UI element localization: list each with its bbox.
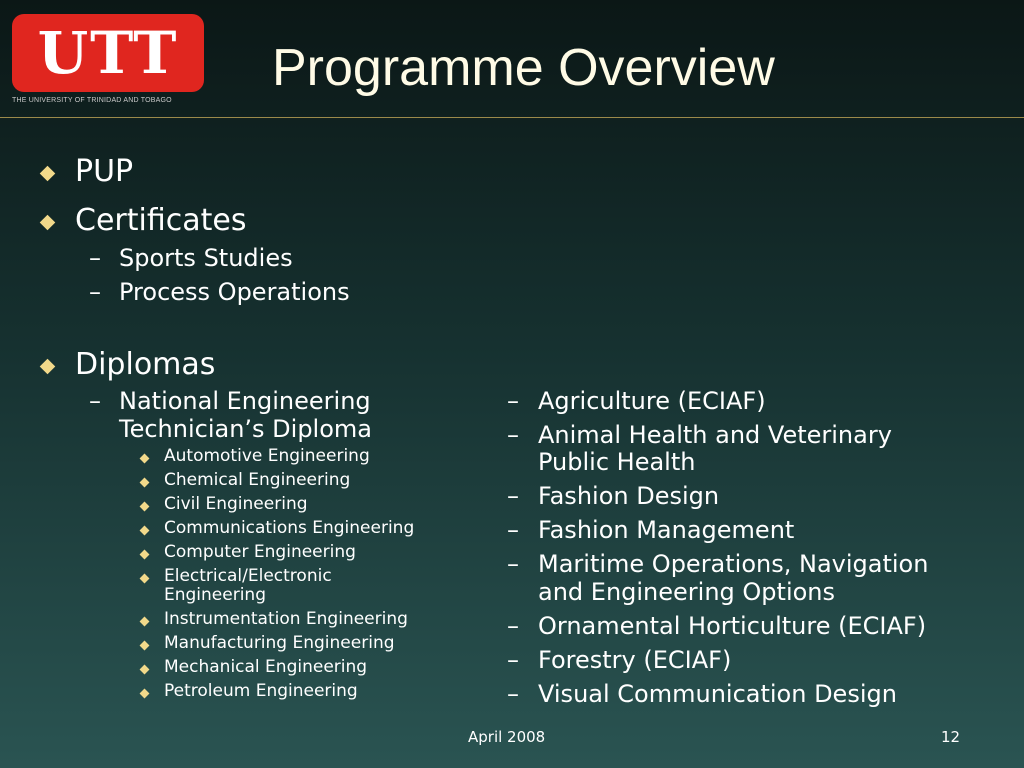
bullet-diplomas: Diplomas [75,347,216,382]
diamond-bullet-icon [40,166,56,182]
diamond-bullet-icon [140,454,150,464]
certificate-item: Sports Studies [119,244,293,272]
diamond-bullet-icon [40,215,56,231]
engineering-item: Computer Engineering [164,542,356,562]
diamond-bullet-icon [140,641,150,651]
engineering-item: Communications Engineering [164,518,415,538]
page-number: 12 [941,728,961,746]
diploma-item-continued: Public Health [538,448,696,476]
diploma-item: Forestry (ECIAF) [538,646,732,674]
dash-icon: – [89,244,101,272]
slide-title: Programme Overview [272,39,775,97]
diamond-bullet-icon [140,617,150,627]
diploma-item: Maritime Operations, Navigation [538,550,929,578]
engineering-item: Mechanical Engineering [164,657,368,677]
dash-icon: – [507,646,519,674]
title-divider [0,117,1024,118]
engineering-item: Instrumentation Engineering [164,609,408,629]
dash-icon: – [507,421,519,449]
diamond-bullet-icon [140,574,150,584]
engineering-item-continued: Engineering [164,585,266,605]
dash-icon: – [507,680,519,708]
engineering-item: Electrical/Electronic [164,566,332,586]
diamond-bullet-icon [140,526,150,536]
diploma-item-continued: and Engineering Options [538,578,836,606]
engineering-item: Automotive Engineering [164,446,370,466]
dash-icon: – [89,387,101,415]
certificate-item: Process Operations [119,278,350,306]
dash-icon: – [507,612,519,640]
engineering-item: Civil Engineering [164,494,308,514]
dash-icon: – [89,278,101,306]
dash-icon: – [507,550,519,578]
diamond-bullet-icon [40,359,56,375]
diploma-item: Fashion Management [538,516,795,544]
dash-icon: – [507,516,519,544]
diamond-bullet-icon [140,502,150,512]
diamond-bullet-icon [140,550,150,560]
footer-date: April 2008 [468,728,546,746]
diamond-bullet-icon [140,478,150,488]
engineering-item: Chemical Engineering [164,470,351,490]
logo-subtitle: THE UNIVERSITY OF TRINIDAD AND TOBAGO [12,97,172,104]
diploma-net-line1: National Engineering [119,387,371,415]
utt-logo [12,14,204,92]
bullet-pup: PUP [75,154,134,189]
diploma-item: Animal Health and Veterinary [538,421,892,449]
bullet-certificates: Certificates [75,203,247,238]
dash-icon: – [507,482,519,510]
diamond-bullet-icon [140,689,150,699]
diploma-item: Ornamental Horticulture (ECIAF) [538,612,927,640]
diploma-net-line2: Technician’s Diploma [119,415,372,443]
diamond-bullet-icon [140,665,150,675]
engineering-item: Petroleum Engineering [164,681,358,701]
logo-text: UTT [37,19,179,87]
dash-icon: – [507,387,519,415]
diploma-item: Visual Communication Design [538,680,897,708]
diploma-item: Agriculture (ECIAF) [538,387,766,415]
diploma-item: Fashion Design [538,482,720,510]
engineering-item: Manufacturing Engineering [164,633,395,653]
